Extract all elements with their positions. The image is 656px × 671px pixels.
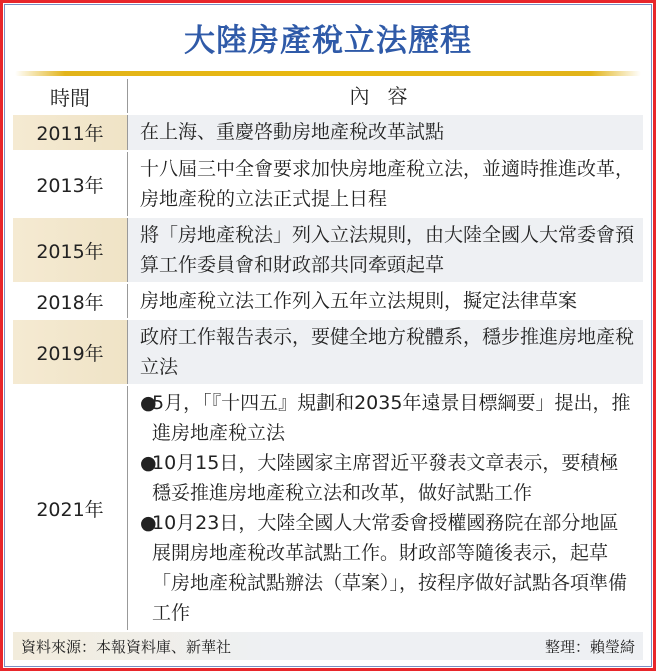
- row-year: 2019年: [13, 320, 128, 384]
- table-row: [13, 218, 643, 282]
- row-year: 2013年: [13, 152, 128, 216]
- row-year: 2011年: [13, 115, 128, 150]
- page-title: 大陸房產稅立法歷程: [184, 23, 472, 59]
- bullet-icon: ●: [140, 452, 157, 474]
- row-year: 2021年: [13, 386, 128, 630]
- timeline-table: [13, 79, 643, 630]
- bullet-text: 10月23日，大陸全國人大常委會授權國務院在部分地區展開房地產稅改革試點工作。財政部等隨後表示，起草「房地產稅試點辦法（草案）」，按程序做好試點各項準備工作: [152, 512, 628, 624]
- table-row: [13, 284, 643, 318]
- footer: [13, 632, 643, 660]
- bullet-icon: ●: [140, 512, 157, 534]
- bullet-text: 10月15日，大陸國家主席習近平發表文章表示，要積極穩妥推進房地產稅立法和改革，做好試點工作: [152, 452, 619, 504]
- row-year: 2015年: [13, 218, 128, 282]
- row-content: 政府工作報告表示，要健全地方稅體系，穩步推進房地產稅立法: [128, 320, 643, 384]
- row-year: 2018年: [13, 284, 128, 318]
- source-credit: 資料來源：本報資料庫、新華社: [21, 637, 232, 656]
- table-row: [13, 320, 643, 384]
- divider: [15, 71, 641, 76]
- row-content: 將「房地產稅法」列入立法規則，由大陸全國人大常委會預算工作委員會和財政部共同牽頭起草: [128, 218, 643, 282]
- header-time: 時間: [13, 79, 128, 113]
- inner-frame: [4, 4, 652, 667]
- table-row: [13, 115, 643, 150]
- list-item: [140, 508, 635, 628]
- editor-credit: 整理：賴瑩綺: [544, 637, 635, 656]
- bullet-icon: ●: [140, 392, 157, 414]
- table-row: [13, 152, 643, 216]
- table-header: [13, 79, 643, 113]
- row-content: 十八屆三中全會要求加快房地產稅立法，並適時推進改革，房地產稅的立法正式提上日程: [140, 158, 635, 210]
- list-item: [140, 448, 635, 508]
- header-content: 內容: [349, 84, 426, 108]
- table-row: [13, 386, 643, 630]
- row-content: 房地產稅立法工作列入五年立法規則，擬定法律草案: [140, 290, 578, 312]
- row-content: 在上海、重慶啓動房地產稅改革試點: [128, 115, 643, 150]
- bullet-text: 5月，「『十四五』規劃和2035年遠景目標綱要」提出，推進房地產稅立法: [152, 392, 631, 444]
- row-content: [128, 386, 643, 630]
- list-item: [140, 388, 635, 448]
